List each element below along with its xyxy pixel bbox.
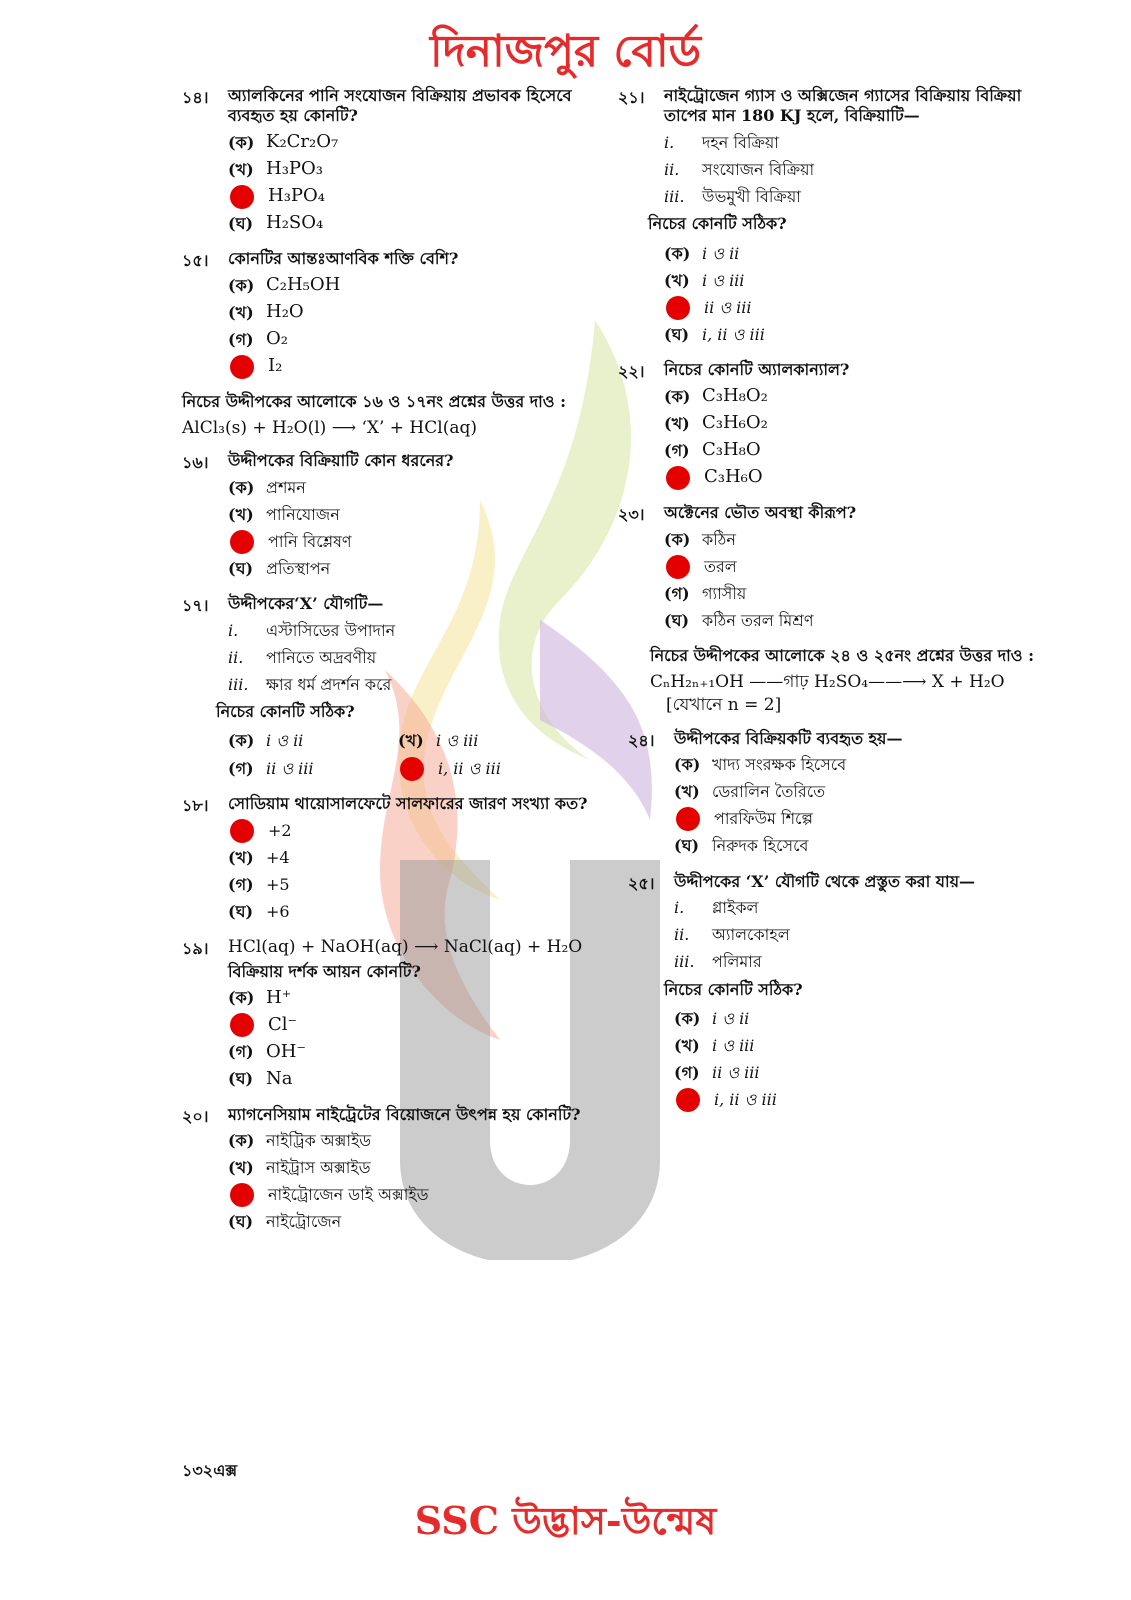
option-correct[interactable]: নাইট্রোজেন ডাই অক্সাইড <box>228 1182 602 1209</box>
option[interactable]: (গ) গ্যাসীয় <box>664 583 747 603</box>
answer-marker-icon <box>230 819 254 843</box>
option[interactable]: (ক) কঠিন <box>664 529 736 549</box>
question-text: সোডিয়াম থায়োসালফেটে সালফারের জারণ সংখ্যা কত? <box>228 794 588 814</box>
answer-marker-icon <box>676 807 700 831</box>
option[interactable]: (ক) নাইট্রিক অক্সাইড <box>228 1131 372 1150</box>
question-text: উদ্দীপকের‘X’ যৌগটি— <box>228 594 384 614</box>
statement: ii. অ্যালকোহল <box>674 925 790 944</box>
question-text: অ্যালকিনের পানি সংযোজন বিক্রিয়ায় প্রভাবক হিসেবে ব্যবহৃত হয় কোনটি? <box>228 86 572 125</box>
question-number: ২২। <box>618 362 645 381</box>
question-number: ১৪। <box>182 88 209 107</box>
option-correct[interactable]: পানি বিশ্লেষণ <box>228 528 602 555</box>
question-19 <box>182 937 602 1092</box>
question-24 <box>628 729 1038 860</box>
option[interactable]: (খ) নাইট্রাস অক্সাইড <box>228 1158 371 1177</box>
statement: i. দহন বিক্রিয়া <box>664 132 779 152</box>
question-18 <box>182 794 602 925</box>
question-number: ১৬। <box>182 453 209 473</box>
option-correct[interactable]: ii ও iii <box>664 294 1038 321</box>
option[interactable]: (গ) OH⁻ <box>228 1040 306 1062</box>
option[interactable]: (ঘ) i, ii ও iii <box>664 324 765 344</box>
question-20 <box>182 1105 602 1236</box>
answer-marker-icon <box>676 1088 700 1112</box>
stimulus-equation: CₙH₂ₙ₊₁OH ——গাঢ় H₂SO₄——⟶ X + H₂O <box>650 672 1005 692</box>
stimulus-instruction: নিচের উদ্দীপকের আলোকে ২৪ ও ২৫নং প্রশ্নের উত্তর দাও : <box>650 646 1035 665</box>
question-text: উদ্দীপকের ‘X’ যৌগটি থেকে প্রস্তুত করা যায়— <box>674 871 976 891</box>
option-correct[interactable]: Cl⁻ <box>228 1012 602 1039</box>
page-number: ১৩২এক্স <box>182 1461 238 1480</box>
question-number: ২১। <box>618 88 645 107</box>
option[interactable]: (ক) C₃H₈O₂ <box>664 385 768 407</box>
option-correct[interactable]: H₃PO₄ <box>228 183 602 210</box>
left-column <box>182 86 602 1248</box>
option[interactable]: (ক) C₂H₅OH <box>228 274 341 296</box>
question-14 <box>182 86 602 237</box>
question-text: উদ্দীপকের বিক্রিয়কটি ব্যবহৃত হয়— <box>674 728 903 748</box>
statement: ii. সংযোজন বিক্রিয়া <box>664 159 815 179</box>
which-correct-prompt: নিচের কোনটি সঠিক? <box>664 979 803 999</box>
question-number: ২০। <box>182 1106 209 1126</box>
option[interactable]: (গ) +5 <box>228 874 290 894</box>
option[interactable]: (খ) C₃H₆O₂ <box>664 412 768 434</box>
option[interactable]: (খ) i ও iii <box>674 1036 755 1055</box>
option[interactable]: (ঘ) +6 <box>228 901 290 921</box>
option[interactable]: (ক) i ও ii <box>674 1009 750 1028</box>
question-number: ১৭। <box>182 596 209 616</box>
option[interactable]: (খ) H₂O <box>228 301 304 323</box>
option[interactable]: (ঘ) H₂SO₄ <box>228 212 324 234</box>
question-21 <box>618 86 1038 348</box>
option[interactable]: (খ) পানিযোজন <box>228 504 340 524</box>
stimulus-note: [যেখানে n = 2] <box>666 695 782 716</box>
question-number: ১৮। <box>182 796 209 816</box>
option-correct[interactable]: i, ii ও iii <box>674 1087 1038 1114</box>
answer-marker-icon <box>230 1183 254 1207</box>
question-number: ২৩। <box>618 505 645 524</box>
option[interactable]: (খ) ডেরালিন তৈরিতে <box>674 782 826 801</box>
option[interactable]: (গ) ii ও iii <box>228 759 314 779</box>
answer-marker-icon <box>666 296 690 320</box>
question-22 <box>618 360 1038 491</box>
option[interactable]: (খ) i ও iii <box>664 270 745 290</box>
question-text: বিক্রিয়ায় দর্শক আয়ন কোনটি? <box>228 961 421 981</box>
option-correct[interactable]: তরল <box>664 553 1038 580</box>
option[interactable]: (খ) H₃PO₃ <box>228 158 323 180</box>
brand-footer: SSC উদ্ভাস-উন্মেষ <box>414 1498 717 1543</box>
stimulus-instruction: নিচের উদ্দীপকের আলোকে ১৬ ও ১৭নং প্রশ্নের উত্তর দাও : <box>182 392 567 411</box>
option[interactable]: (ঘ) নিরুদক হিসেবে <box>674 836 809 855</box>
question-number: ১৯। <box>182 939 209 959</box>
option[interactable]: (ঘ) প্রতিস্থাপন <box>228 558 331 578</box>
answer-marker-icon <box>230 185 254 209</box>
option-correct[interactable]: পারফিউম শিল্পে <box>674 806 1038 833</box>
option[interactable]: (ক) K₂Cr₂O₇ <box>228 131 339 153</box>
which-correct-prompt: নিচের কোনটি সঠিক? <box>648 214 787 233</box>
option[interactable]: (গ) O₂ <box>228 328 288 350</box>
statement: i. গ্লাইকল <box>674 898 759 917</box>
answer-marker-icon <box>230 1013 254 1037</box>
option[interactable]: (খ) +4 <box>228 847 290 867</box>
option[interactable]: (ক) i ও ii <box>664 243 740 263</box>
statement: iii. উভমুখী বিক্রিয়া <box>664 186 801 206</box>
board-title: দিনাজপুর বোর্ড <box>430 26 701 77</box>
option-correct[interactable]: I₂ <box>228 353 602 380</box>
answer-marker-icon <box>230 355 254 379</box>
option-correct[interactable]: C₃H₆O <box>664 464 1038 491</box>
which-correct-prompt: নিচের কোনটি সঠিক? <box>216 702 355 722</box>
question-text: ম্যাগনেসিয়াম নাইট্রেটের বিয়োজনে উৎপন্ন হয় কোনটি? <box>228 1104 581 1124</box>
question-15 <box>182 249 602 380</box>
question-number: ২৫। <box>628 873 655 893</box>
option[interactable]: (ঘ) নাইট্রোজেন <box>228 1212 342 1231</box>
question-17 <box>182 594 602 782</box>
answer-marker-icon <box>400 757 424 781</box>
question-25 <box>628 872 1038 1114</box>
option[interactable]: (গ) ii ও iii <box>674 1063 760 1082</box>
option-grid <box>228 728 602 782</box>
option[interactable]: (ঘ) Na <box>228 1067 293 1089</box>
answer-marker-icon <box>666 466 690 490</box>
option[interactable]: (খ) i ও iii <box>398 731 479 751</box>
option-correct[interactable]: i, ii ও iii <box>398 756 578 782</box>
option-correct[interactable]: +2 <box>228 817 602 844</box>
option[interactable]: (ক) প্রশমন <box>228 477 306 497</box>
question-text: নিচের কোনটি অ্যালকান্যাল? <box>664 360 850 379</box>
question-text: উদ্দীপকের বিক্রিয়াটি কোন ধরনের? <box>228 451 454 471</box>
right-column <box>618 86 1038 1126</box>
option[interactable]: (গ) C₃H₈O <box>664 439 761 461</box>
question-number: ১৫। <box>182 251 209 270</box>
statement: iii. ক্ষার ধর্ম প্রদর্শন করে <box>228 674 392 694</box>
answer-marker-icon <box>666 555 690 579</box>
option[interactable]: (ঘ) কঠিন তরল মিশ্রণ <box>664 610 814 630</box>
statement: i. এস্টাসিডের উপাদান <box>228 620 396 640</box>
statement: iii. পলিমার <box>674 952 762 971</box>
question-text: কোনটির আন্তঃআণবিক শক্তি বেশি? <box>228 249 459 268</box>
stimulus-equation: AlCl₃(s) + H₂O(l) ⟶ ‘X’ + HCl(aq) <box>182 418 477 438</box>
question-23 <box>618 503 1038 634</box>
question-text: অক্টেনের ভৌত অবস্থা কীরূপ? <box>664 503 857 522</box>
question-text: নাইট্রোজেন গ্যাস ও অক্সিজেন গ্যাসের বিক্রিয়ায় বিক্রিয়া তাপের মান 180 KJ হলে, বিক্রিয়াটি— <box>664 86 1022 125</box>
question-equation: HCl(aq) + NaOH(aq) ⟶ NaCl(aq) + H₂O <box>228 937 583 958</box>
question-16 <box>182 451 602 582</box>
option[interactable]: (ক) i ও ii <box>228 731 304 751</box>
question-number: ২৪। <box>628 730 655 750</box>
option[interactable]: (ক) H⁺ <box>228 986 292 1008</box>
answer-marker-icon <box>230 530 254 554</box>
option[interactable]: (ক) খাদ্য সংরক্ষক হিসেবে <box>674 755 847 774</box>
statement: ii. পানিতে অদ্রবণীয় <box>228 647 377 667</box>
